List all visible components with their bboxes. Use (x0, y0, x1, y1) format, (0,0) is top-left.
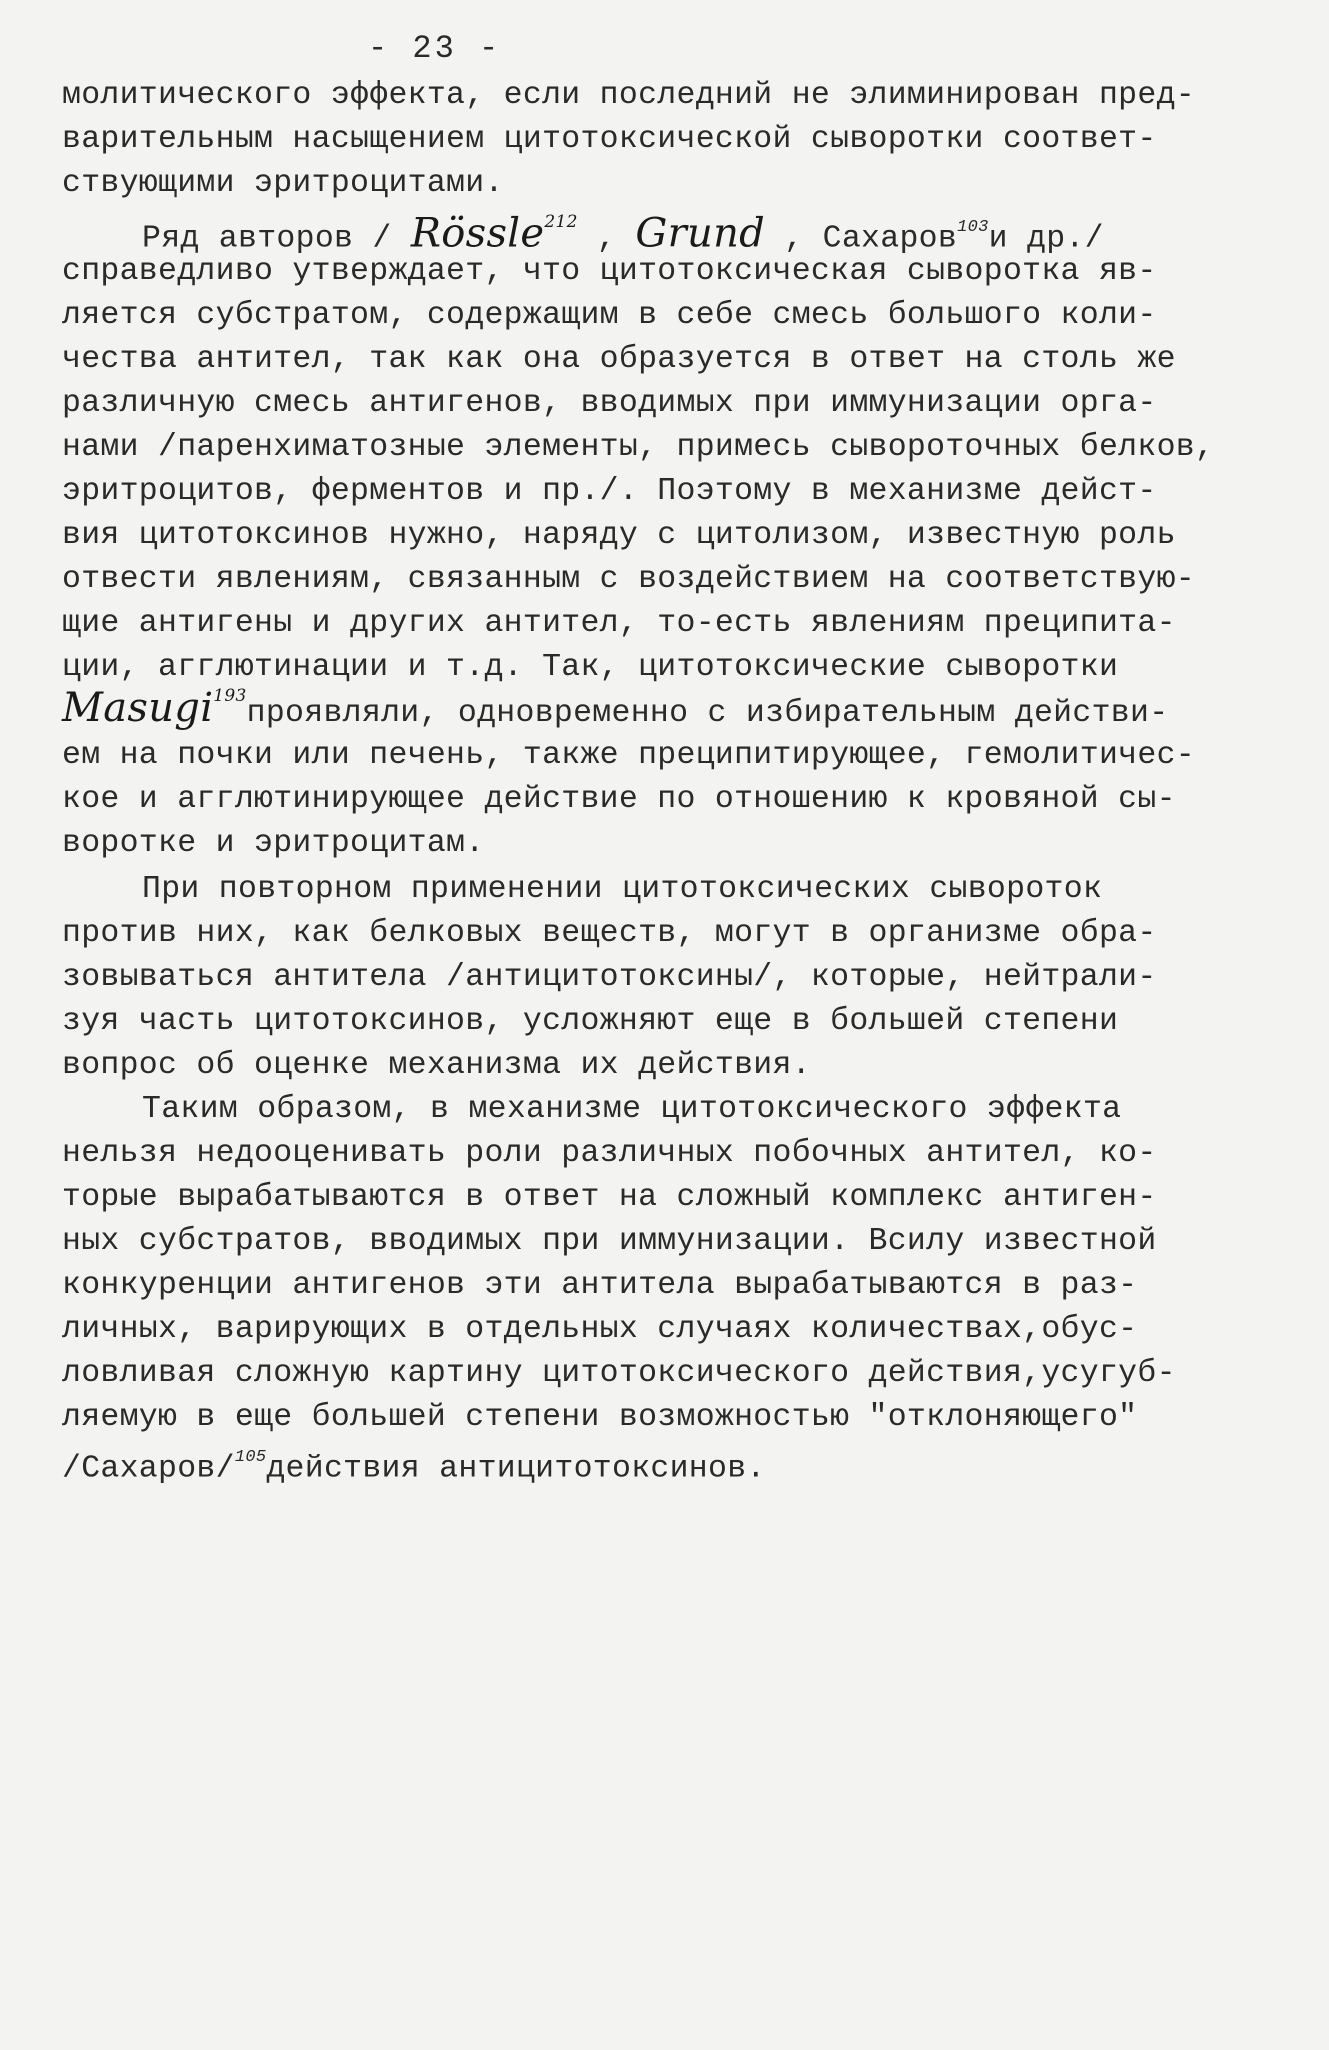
final-prefix: /Сахаров/ (62, 1451, 235, 1487)
text-line: молитического эффекта, если последний не элиминирован пред- (62, 78, 1195, 113)
text-line: личных, варирующих в отдельных случаях количествах,обус- (62, 1312, 1138, 1347)
text-line: воротке и эритроцитам. (62, 826, 485, 861)
text-line: чества антител, так как она образуется в ответ на столь же (62, 342, 1176, 377)
text-line: ствующими эритроцитами. (62, 166, 504, 201)
page-number: - 23 - (368, 30, 502, 67)
text-line: ем на почки или печень, также преципитирующее, гемолитичес- (62, 738, 1195, 773)
text-line: торые вырабатываются в ответ на сложный комплекс антиген- (62, 1180, 1157, 1215)
text-line: вопрос об оценке механизма их действия. (62, 1048, 811, 1083)
text-line: ляемую в еще большей степени возможностью "отклоняющего" (62, 1400, 1138, 1435)
text-line: зовываться антитела /антицитотоксины/, которые, нейтрали- (62, 960, 1157, 995)
text-line: варительным насыщением цитотоксической сыворотки соответ- (62, 122, 1157, 157)
reference-number: 105 (234, 1448, 267, 1467)
text-line: ляется субстратом, содержащим в себе смесь большого коли- (62, 298, 1157, 333)
text-line: При повторном применении цитотоксических сывороток (142, 872, 1103, 907)
text-line-final (62, 1442, 766, 1490)
text-line: против них, как белковых веществ, могут в организме обра- (62, 916, 1157, 951)
authors-end: и др./ (988, 221, 1104, 257)
authors-continuation: , Сахаров (765, 221, 958, 257)
text-line: ловливая сложную картину цитотоксического действия,усугуб- (62, 1356, 1176, 1391)
handwritten-name-grund: Grund (635, 210, 766, 257)
text-line: конкуренции антигенов эти антитела вырабатываются в раз- (62, 1268, 1138, 1303)
text-line: вия цитотоксинов нужно, наряду с цитолизом, известную роль (62, 518, 1176, 553)
final-rest: действия антицитотоксинов. (266, 1451, 766, 1487)
masugi-continuation: проявляли, одновременно с избирательным действи- (246, 696, 1169, 731)
text-line: эритроцитов, ферментов и пр./. Поэтому в механизме дейст- (62, 474, 1157, 509)
text-line: справедливо утверждает, что цитотоксическая сыворотка яв- (62, 254, 1157, 289)
handwritten-name-masugi: Masugi (62, 685, 214, 731)
handwritten-name-rossle: Rössle (410, 210, 545, 257)
text-line: щие антигены и других антител, то-есть явлениям преципита- (62, 606, 1176, 641)
text-line: Таким образом, в механизме цитотоксического эффекта (142, 1092, 1122, 1127)
text-line: ных субстратов, вводимых при иммунизации. Всилу известной (62, 1224, 1157, 1259)
reference-number: 103 (957, 218, 989, 237)
text-line: различную смесь антигенов, вводимых при иммунизации орга- (62, 386, 1157, 421)
text-line: нами /паренхиматозные элементы, примесь сывороточных белков, (62, 430, 1215, 465)
separator: , (577, 221, 636, 257)
reference-number: 193 (213, 686, 247, 706)
text-line-masugi (62, 685, 1169, 736)
text-line: отвести явлениям, связанным с воздействием на соответствую- (62, 562, 1195, 597)
text-line: нельзя недооценивать роли различных побочных антител, ко- (62, 1136, 1157, 1171)
text-line: зуя часть цитотоксинов, усложняют еще в большей степени (62, 1004, 1119, 1039)
authors-intro: Ряд авторов / (142, 221, 411, 257)
text-line: кое и агглютинирующее действие по отношению к кровяной сы- (62, 782, 1176, 817)
text-line: ции, агглютинации и т.д. Так, цитотоксические сыворотки (62, 650, 1119, 685)
reference-number: 212 (544, 211, 578, 232)
